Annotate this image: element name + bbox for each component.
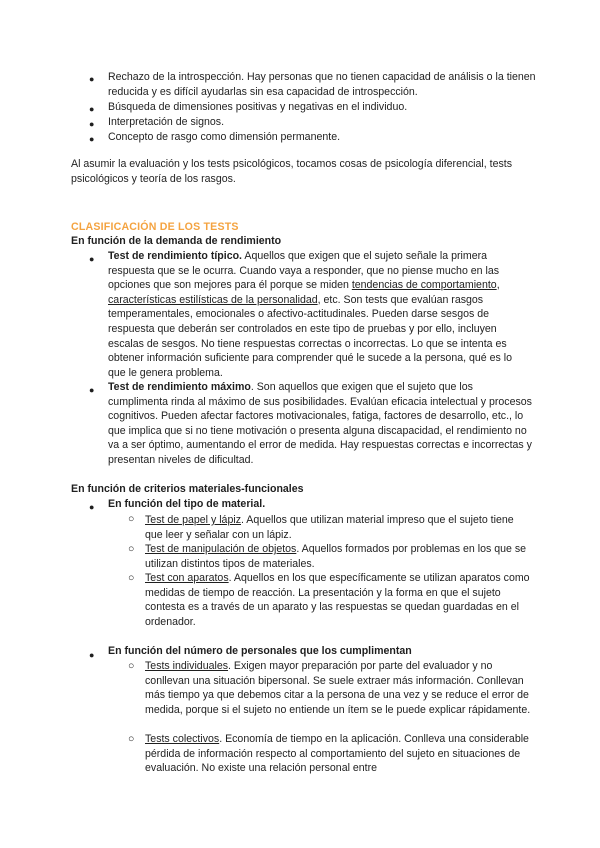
- list-item: [108, 249, 532, 380]
- list-item-text: Interpretación de signos.: [108, 116, 225, 128]
- list-item: [108, 380, 532, 468]
- list-item-text: Rechazo de la introspección. Hay personas que no tienen capacidad de análisis o la tienen reducida y es difícil ayudarlas sin esa capacidad de introspección.: [108, 71, 536, 98]
- list-item: [145, 542, 531, 571]
- underlined-term: características estilísticas de la personalidad: [108, 293, 318, 306]
- underlined-term: Tests colectivos: [145, 733, 220, 745]
- group-heading: En función del tipo de material.: [108, 498, 266, 510]
- underlined-term: Test de papel y lápiz: [145, 514, 241, 526]
- item-text: Aquellos que exigen que el sujeto señale la primera respuesta que se le ocurra. Cuando vaya a responder, que no piense mucho en las opciones que son mejores para él porque se miden: [108, 250, 500, 292]
- bullet-dot: ●: [89, 650, 95, 660]
- list-item: [108, 115, 548, 130]
- item-text: . Economía de tiempo en la aplicación. Conlleva una considerable pérdida de información respecto al comportamiento del sujeto en situaciones de evaluación. No existe una relación personal entre: [145, 733, 529, 775]
- bullet-dot: ●: [89, 119, 95, 129]
- list-item: [145, 659, 531, 717]
- item-text: ,: [496, 279, 500, 292]
- bullet-dot: ●: [89, 385, 95, 395]
- item-title: Test de rendimiento máximo: [108, 381, 251, 393]
- section-heading: CLASIFICACIÓN DE LOS TESTS: [71, 221, 239, 233]
- bullet-dot: ●: [89, 104, 95, 114]
- underlined-term: Test con aparatos: [145, 572, 229, 584]
- subsection-heading: En función de la demanda de rendimiento: [71, 235, 282, 247]
- underlined-term: tendencias de comportamiento: [351, 279, 497, 292]
- item-title: Test de rendimiento típico.: [108, 250, 243, 262]
- subsection-heading: En función de criterios materiales-funcionales: [71, 483, 304, 495]
- circle-bullet: ○: [128, 543, 135, 555]
- item-text: , etc. Son tests que evalúan rasgos temperamentales, emocionales o afectivo-actitudinales. Pueden darse sesgos de respuesta que deberán ser controlados en este tipo de pruebas y por ello, incluyen escalas de sesgos. No tiene respuestas correctas o incorrectas. Lo que se intenta es obtener información suficiente para comprender qué le sucede a la persona, qué es lo que le genera problema.: [108, 293, 512, 379]
- intro-paragraph: Al asumir la evaluación y los tests psicológicos, tocamos cosas de psicología diferencial, tests psicológicos y teoría de los rasgos.: [71, 158, 513, 185]
- bullet-dot: ●: [89, 74, 95, 84]
- circle-bullet: ○: [128, 513, 135, 525]
- bullet-dot: ●: [89, 134, 95, 144]
- list-item: [145, 571, 531, 629]
- underlined-term: Tests individuales: [145, 660, 229, 672]
- circle-bullet: ○: [128, 733, 135, 745]
- list-item: [108, 130, 548, 145]
- list-item: [145, 732, 531, 776]
- list-item: [145, 513, 531, 542]
- list-item: [108, 100, 548, 115]
- underlined-term: Test de manipulación de objetos: [145, 543, 297, 555]
- item-text: . Son aquellos que exigen que el sujeto que los cumplimenta rinda al máximo de sus posibilidades. Evalúan eficacia intelectual y procesos cognitivos. Pueden afectar factores motivacionales, fatiga, factores de desarrollo, etc., lo que implica que si no tiene motivación o presenta alguna discapacidad, el rendimiento no va a ser óptimo, aumentando el error de medida. Hay respuestas correctas e incorrectas y presentan niveles de dificultad.: [108, 381, 532, 466]
- item-text: . Aquellos que utilizan material impreso que el sujeto tiene que leer y señalar con un lápiz.: [145, 514, 514, 541]
- list-item: [108, 70, 538, 99]
- item-text: . Exigen mayor preparación por parte del evaluador y no conllevan una situación bipersonal. Se suele extraer más información. Conllevan más tiempo ya que debemos citar a la persona de una vez y se reduce el error de medida, porque si el sujeto no entiende un ítem se le puede explicar rápidamente.: [145, 660, 531, 716]
- item-text: . Aquellos formados por problemas en los que se utilizan distintos tipos de materiales.: [145, 543, 527, 570]
- bullet-dot: ●: [89, 254, 95, 264]
- list-item-text: Búsqueda de dimensiones positivas y negativas en el individuo.: [108, 101, 408, 113]
- item-text: . Aquellos en los que específicamente se utilizan aparatos como medidas de tiempo de reacción. La presentación y la forma en que el sujeto contesta es a través de un aparato y las respuestas se quedan guardadas en el ordenador.: [145, 572, 530, 628]
- list-item-text: Concepto de rasgo como dimensión permanente.: [108, 131, 341, 143]
- circle-bullet: ○: [128, 660, 135, 672]
- group-heading: En función del número de personales que los cumplimentan: [108, 645, 412, 657]
- bullet-dot: ●: [89, 502, 95, 512]
- circle-bullet: ○: [128, 572, 135, 584]
